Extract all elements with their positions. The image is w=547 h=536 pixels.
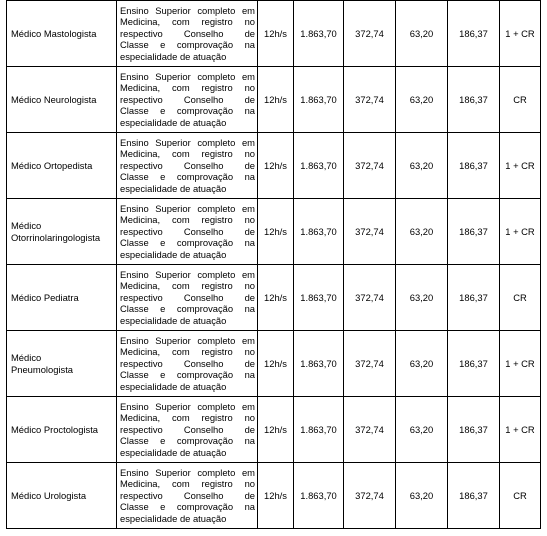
requirement-line: Medicina, com registro no	[120, 82, 255, 94]
value-c-cell: 186,37	[448, 199, 500, 265]
requirement-line: Ensino Superior completo em	[120, 136, 255, 148]
salary-cell: 1.863,70	[294, 463, 344, 529]
hours-cell: 12h/s	[258, 265, 294, 331]
requirement-line: especialidade de atuação	[120, 116, 227, 128]
salary-cell: 1.863,70	[294, 1, 344, 67]
vacancies-cell: 1 + CR	[500, 1, 541, 67]
role-cell	[7, 133, 117, 199]
value-c-cell: 186,37	[448, 133, 500, 199]
table-row	[7, 1, 541, 67]
requirement-line: respectivo Conselho de	[120, 27, 255, 39]
value-a-cell: 372,74	[344, 331, 396, 397]
value-a-cell: 372,74	[344, 463, 396, 529]
requirement-line: respectivo Conselho de	[120, 93, 255, 105]
role-line: Médico	[11, 219, 42, 231]
salary-cell: 1.863,70	[294, 133, 344, 199]
requirement-line: Medicina, com registro no	[120, 280, 255, 292]
requirement-line: Ensino Superior completo em	[120, 70, 255, 82]
value-b-cell: 63,20	[396, 133, 448, 199]
requirement-line: Medicina, com registro no	[120, 148, 255, 160]
salary-cell: 1.863,70	[294, 397, 344, 463]
role-cell	[7, 397, 117, 463]
value-a-cell: 372,74	[344, 67, 396, 133]
value-c-cell: 186,37	[448, 265, 500, 331]
vacancies-cell: 1 + CR	[500, 331, 541, 397]
value-b-cell: 63,20	[396, 67, 448, 133]
role-name: Médico Proctologista	[11, 423, 99, 435]
value-a-cell: 372,74	[344, 133, 396, 199]
requirement-line: Ensino Superior completo em	[120, 202, 255, 214]
requirement-line: Medicina, com registro no	[120, 478, 255, 490]
role-name: Médico Neurologista	[11, 93, 97, 105]
role-cell	[7, 199, 117, 265]
role-line: Médico	[11, 351, 42, 363]
salary-cell: 1.863,70	[294, 265, 344, 331]
requirement-line: respectivo Conselho de	[120, 423, 255, 435]
value-a-cell: 372,74	[344, 1, 396, 67]
requirement-line: especialidade de atuação	[120, 446, 227, 458]
role-name: Médico Urologista	[11, 489, 87, 501]
positions-table	[6, 0, 541, 529]
role-cell	[7, 463, 117, 529]
requirement-line: Medicina, com registro no	[120, 214, 255, 226]
table-row	[7, 133, 541, 199]
requirement-line: respectivo Conselho de	[120, 357, 255, 369]
hours-cell: 12h/s	[258, 199, 294, 265]
value-a-cell: 372,74	[344, 265, 396, 331]
requirement-line: especialidade de atuação	[120, 248, 227, 260]
value-b-cell: 63,20	[396, 199, 448, 265]
requirement-line: Classe e comprovação na	[120, 171, 255, 183]
table-row	[7, 463, 541, 529]
value-c-cell: 186,37	[448, 463, 500, 529]
requirement-line: Classe e comprovação na	[120, 303, 255, 315]
role-cell	[7, 1, 117, 67]
vacancies-cell: CR	[500, 463, 541, 529]
vacancies-cell: 1 + CR	[500, 199, 541, 265]
requirement-line: especialidade de atuação	[120, 380, 227, 392]
requirement-line: Classe e comprovação na	[120, 369, 255, 381]
salary-cell: 1.863,70	[294, 199, 344, 265]
requirement-line: Ensino Superior completo em	[120, 268, 255, 280]
vacancies-cell: 1 + CR	[500, 397, 541, 463]
requirement-line: Medicina, com registro no	[120, 346, 255, 358]
requirement-line: Classe e comprovação na	[120, 105, 255, 117]
role-line: Pneumologista	[11, 363, 74, 375]
requirement-line: Classe e comprovação na	[120, 39, 255, 51]
requirement-line: Classe e comprovação na	[120, 501, 255, 513]
requirement-line: especialidade de atuação	[120, 50, 227, 62]
table-row	[7, 397, 541, 463]
requirement-line: Ensino Superior completo em	[120, 4, 255, 16]
requirement-cell	[117, 199, 258, 265]
requirement-line: respectivo Conselho de	[120, 225, 255, 237]
role-line: Otorrinolaringologista	[11, 231, 101, 243]
table-row	[7, 265, 541, 331]
value-a-cell: 372,74	[344, 199, 396, 265]
hours-cell: 12h/s	[258, 331, 294, 397]
value-b-cell: 63,20	[396, 1, 448, 67]
value-c-cell: 186,37	[448, 397, 500, 463]
value-b-cell: 63,20	[396, 331, 448, 397]
value-b-cell: 63,20	[396, 397, 448, 463]
value-b-cell: 63,20	[396, 265, 448, 331]
salary-cell: 1.863,70	[294, 67, 344, 133]
hours-cell: 12h/s	[258, 133, 294, 199]
role-name: Médico Ortopedista	[11, 159, 93, 171]
role-name: Médico Mastologista	[11, 27, 97, 39]
role-name: Médico Pediatra	[11, 291, 79, 303]
vacancies-cell: 1 + CR	[500, 133, 541, 199]
role-cell	[7, 265, 117, 331]
requirement-cell	[117, 67, 258, 133]
value-b-cell: 63,20	[396, 463, 448, 529]
vacancies-cell: CR	[500, 67, 541, 133]
requirement-line: Classe e comprovação na	[120, 237, 255, 249]
requirement-cell	[117, 133, 258, 199]
hours-cell: 12h/s	[258, 463, 294, 529]
requirement-line: especialidade de atuação	[120, 314, 227, 326]
table-row	[7, 331, 541, 397]
vacancies-cell: CR	[500, 265, 541, 331]
value-c-cell: 186,37	[448, 67, 500, 133]
salary-cell: 1.863,70	[294, 331, 344, 397]
hours-cell: 12h/s	[258, 397, 294, 463]
requirement-line: Classe e comprovação na	[120, 435, 255, 447]
requirement-line: Ensino Superior completo em	[120, 400, 255, 412]
requirement-line: Medicina, com registro no	[120, 16, 255, 28]
value-c-cell: 186,37	[448, 1, 500, 67]
table-row	[7, 67, 541, 133]
requirement-cell	[117, 331, 258, 397]
requirement-line: especialidade de atuação	[120, 512, 227, 524]
requirement-line: Ensino Superior completo em	[120, 334, 255, 346]
hours-cell: 12h/s	[258, 67, 294, 133]
requirement-line: respectivo Conselho de	[120, 489, 255, 501]
role-cell	[7, 67, 117, 133]
value-a-cell: 372,74	[344, 397, 396, 463]
requirement-cell	[117, 1, 258, 67]
hours-cell: 12h/s	[258, 1, 294, 67]
requirement-line: Ensino Superior completo em	[120, 466, 255, 478]
value-c-cell: 186,37	[448, 331, 500, 397]
requirement-cell	[117, 397, 258, 463]
role-cell	[7, 331, 117, 397]
requirement-line: Medicina, com registro no	[120, 412, 255, 424]
requirement-cell	[117, 463, 258, 529]
requirement-line: respectivo Conselho de	[120, 159, 255, 171]
requirement-line: especialidade de atuação	[120, 182, 227, 194]
table-row	[7, 199, 541, 265]
requirement-cell	[117, 265, 258, 331]
requirement-line: respectivo Conselho de	[120, 291, 255, 303]
